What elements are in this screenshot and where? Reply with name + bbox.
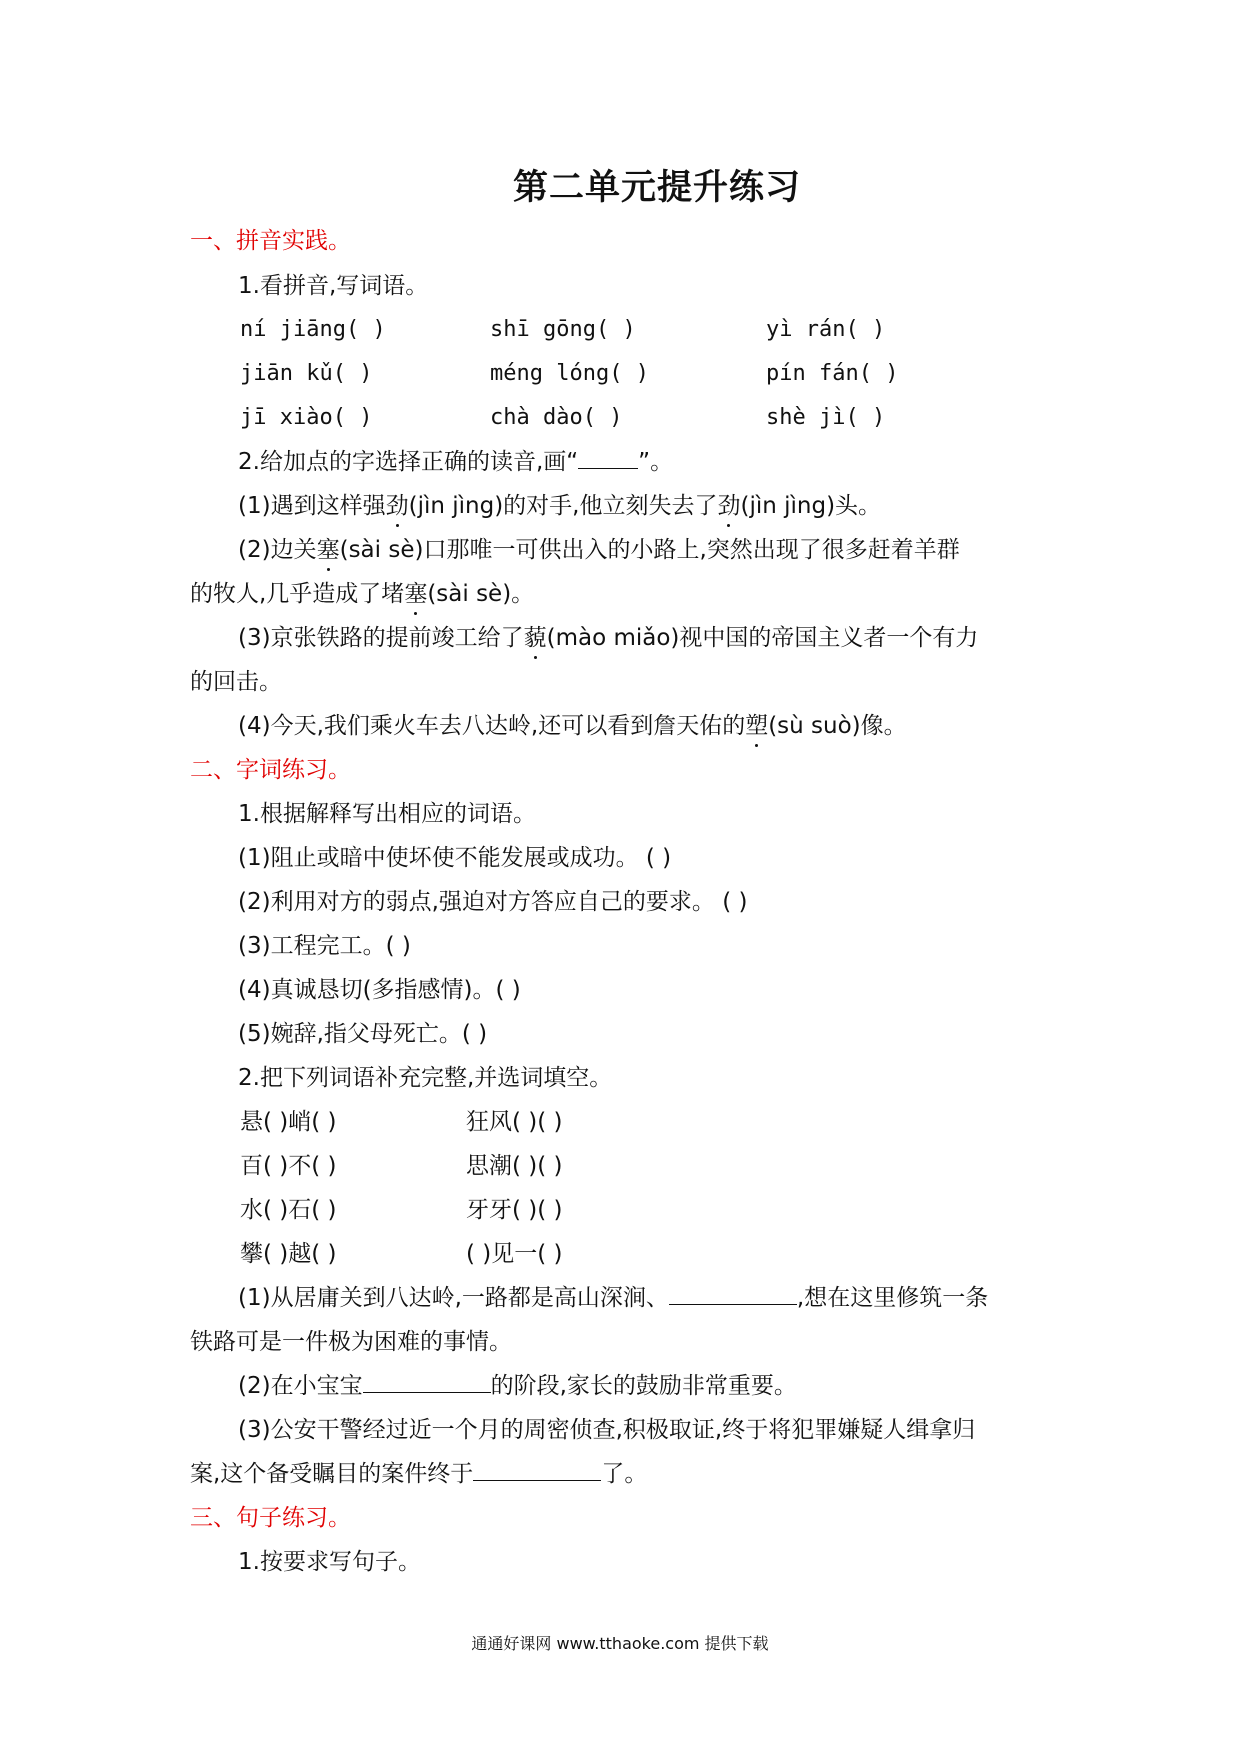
pinyin-item: yì rán( )	[766, 317, 886, 342]
item-text: ,想在这里修筑一条	[796, 1285, 989, 1311]
item-text: (jìn jìng)的对手,他立刻失去了	[408, 493, 718, 519]
fill-item-1	[238, 1282, 988, 1314]
section-heading-words: 二、字词练习。	[190, 757, 351, 783]
item-text: (sài sè)。	[427, 581, 535, 607]
question-prompt: 1.按要求写句子。	[238, 1549, 421, 1575]
pinyin-item: ní jiāng( )	[240, 317, 386, 342]
question-prompt	[238, 446, 673, 478]
idiom-item: 攀( )越( )	[240, 1241, 337, 1267]
reading-item-1	[238, 490, 881, 522]
dotted-char: 塑	[745, 710, 768, 742]
fill-item-2	[238, 1370, 797, 1402]
item-text: (1)遇到这样强	[238, 493, 386, 519]
dotted-char: 塞	[404, 578, 427, 610]
question-prompt: 2.把下列词语补充完整,并选词填空。	[238, 1065, 613, 1091]
idiom-item: 百( )不( )	[240, 1153, 337, 1179]
answer-blank[interactable]	[669, 1282, 797, 1305]
item-text: (4)今天,我们乘火车去八达岭,还可以看到詹天佑的	[238, 713, 746, 739]
idiom-item: ( )见一( )	[466, 1241, 563, 1267]
item-text: (3)京张铁路的提前竣工给了	[238, 625, 524, 651]
idiom-item: 水( )石( )	[240, 1197, 337, 1223]
definition-item: (2)利用对方的弱点,强迫对方答应自己的要求。 ( )	[238, 889, 748, 915]
prompt-text: ”。	[638, 449, 674, 475]
page-title: 第二单元提升练习	[512, 168, 801, 208]
idiom-item: 思潮( )( )	[466, 1153, 563, 1179]
pinyin-item: shè jì( )	[766, 405, 886, 430]
item-text: (1)从居庸关到八达岭,一路都是高山深涧、	[238, 1285, 669, 1311]
dotted-char: 塞	[317, 534, 340, 566]
definition-item: (5)婉辞,指父母死亡。( )	[238, 1021, 488, 1047]
section-heading-sentences: 三、句子练习。	[190, 1505, 351, 1531]
reading-item-3	[238, 622, 978, 654]
item-text: 的牧人,几乎造成了堵	[190, 581, 405, 607]
fill-item-3: (3)公安干警经过近一个月的周密侦查,积极取证,终于将犯罪嫌疑人缉拿归	[238, 1417, 976, 1443]
item-text: (sù suò)像。	[768, 713, 907, 739]
item-text: (mào miǎo)视中国的帝国主义者一个有力	[546, 625, 979, 651]
dotted-char: 劲	[717, 490, 740, 522]
reading-item-2-cont	[190, 578, 534, 610]
definition-item: (1)阻止或暗中使坏使不能发展或成功。 ( )	[238, 845, 672, 871]
idiom-item: 狂风( )( )	[466, 1109, 563, 1135]
reading-item-3-cont: 的回击。	[190, 669, 282, 695]
fill-item-3-cont	[190, 1458, 647, 1490]
question-prompt: 1.看拼音,写词语。	[238, 273, 429, 299]
item-text: 的阶段,家长的鼓励非常重要。	[490, 1373, 797, 1399]
prompt-text: 2.给加点的字选择正确的读音,画“	[238, 449, 579, 475]
question-prompt: 1.根据解释写出相应的词语。	[238, 801, 536, 827]
section-heading-pinyin: 一、拼音实践。	[190, 228, 351, 254]
underline-sample	[578, 446, 638, 469]
item-text: 案,这个备受瞩目的案件终于	[190, 1461, 474, 1487]
page-footer: 通通好课网 www.tthaoke.com 提供下载	[471, 1634, 769, 1653]
pinyin-item: jiān kǔ( )	[240, 361, 373, 386]
item-text: (sài sè)口那唯一可供出入的小路上,突然出现了很多赶着羊群	[339, 537, 960, 563]
pinyin-item: shī gōng( )	[490, 317, 636, 342]
definition-item: (4)真诚恳切(多指感情)。( )	[238, 977, 521, 1003]
item-text: (2)边关	[238, 537, 317, 563]
idiom-item: 悬( )峭( )	[240, 1109, 337, 1135]
item-text: (jìn jìng)头。	[740, 493, 882, 519]
reading-item-2	[238, 534, 960, 566]
pinyin-item: méng lóng( )	[490, 361, 649, 386]
answer-blank[interactable]	[473, 1458, 601, 1481]
answer-blank[interactable]	[363, 1370, 491, 1393]
idiom-item: 牙牙( )( )	[466, 1197, 563, 1223]
dotted-char: 劲	[386, 490, 409, 522]
definition-item: (3)工程完工。( )	[238, 933, 411, 959]
fill-item-1-cont: 铁路可是一件极为困难的事情。	[190, 1329, 512, 1355]
pinyin-item: jī xiào( )	[240, 405, 373, 430]
pinyin-item: pín fán( )	[766, 361, 899, 386]
reading-item-4	[238, 710, 907, 742]
item-text: 了。	[601, 1461, 648, 1487]
dotted-char: 藐	[524, 622, 547, 654]
item-text: (2)在小宝宝	[238, 1373, 363, 1399]
pinyin-item: chà dào( )	[490, 405, 623, 430]
